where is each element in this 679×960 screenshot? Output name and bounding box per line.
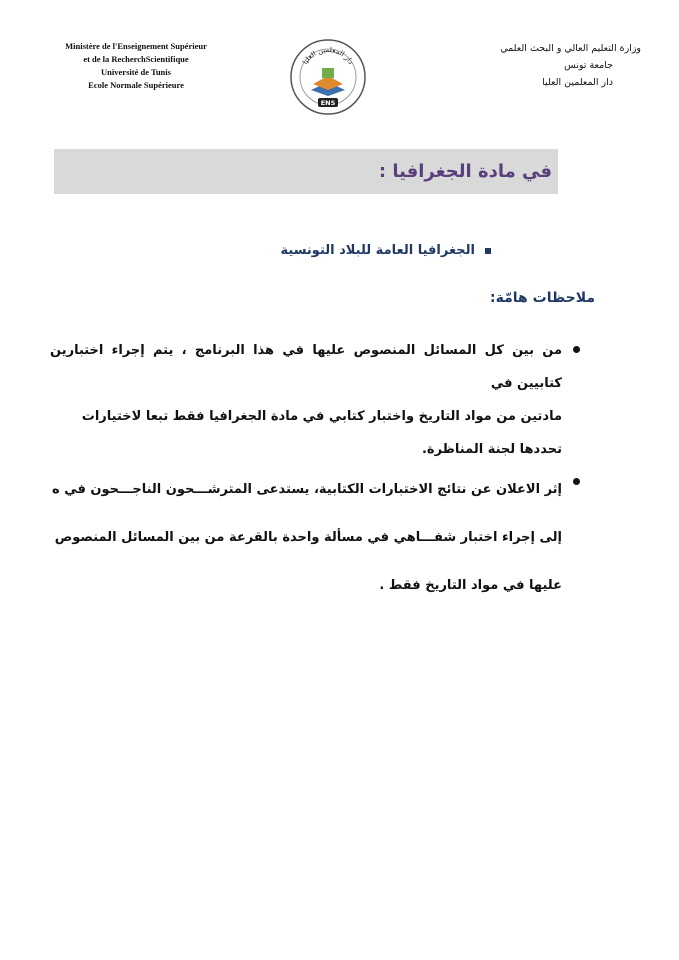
note-line: تحددها لجنة المناظرة.: [421, 442, 562, 457]
round-bullet-icon: [573, 346, 580, 353]
logo-arc-text: دار المعلمين العليا: [301, 45, 355, 66]
note-line: إثر الاعلان عن نتائج الاختبارات الكتابية، يستدعى المترشـــحون الناجـــحون في ه: [52, 482, 562, 497]
header-left-line: Université de Tunis: [101, 67, 171, 77]
note-item: [50, 466, 584, 610]
note-line: عليها في مواد التاريخ فقط .: [379, 578, 562, 593]
note-line: إلى إجراء اختبار شفـــاهي في مسألة واحدة بالقرعة من بين المسائل المنصوص: [54, 530, 562, 545]
header-left-line: Ministère de l'Enseignement Supérieur: [65, 41, 207, 51]
header-right-line: جامعة تونس: [564, 60, 613, 71]
note-line: مادتين من مواد التاريخ واختبار كتابي في مادة الجغرافيا فقط تبعا لاختيارات: [81, 409, 562, 424]
notes-list: [50, 334, 584, 610]
logo-text: ENS: [320, 99, 336, 107]
header-right-line: دار المعلمين العليا: [542, 77, 613, 88]
square-bullet-icon: [485, 248, 491, 254]
note-item: [50, 334, 584, 466]
header-right-arabic: [441, 40, 641, 91]
header-right-line: وزارة التعليم العالي و البحث العلمي: [500, 43, 641, 54]
section-title-bar: [54, 149, 558, 194]
ens-logo-icon: [289, 38, 367, 116]
header-left-french: [36, 40, 236, 92]
round-bullet-icon: [573, 478, 580, 485]
notes-heading: ملاحظات هامّة:: [490, 290, 595, 306]
note-line: من بين كل المسائل المنصوص عليها في هذا البرنامج ، يتم إجراء اختبارين كتابيين في: [50, 343, 562, 391]
header-left-line: Ecole Normale Supérieure: [88, 80, 184, 90]
subject-item: [281, 243, 492, 258]
subject-item-text: الجغرافيا العامة للبلاد التونسية: [280, 243, 475, 258]
section-title: في مادة الجغرافيا :: [378, 161, 552, 182]
header-left-line: et de la RecherchScientifique: [83, 54, 189, 64]
